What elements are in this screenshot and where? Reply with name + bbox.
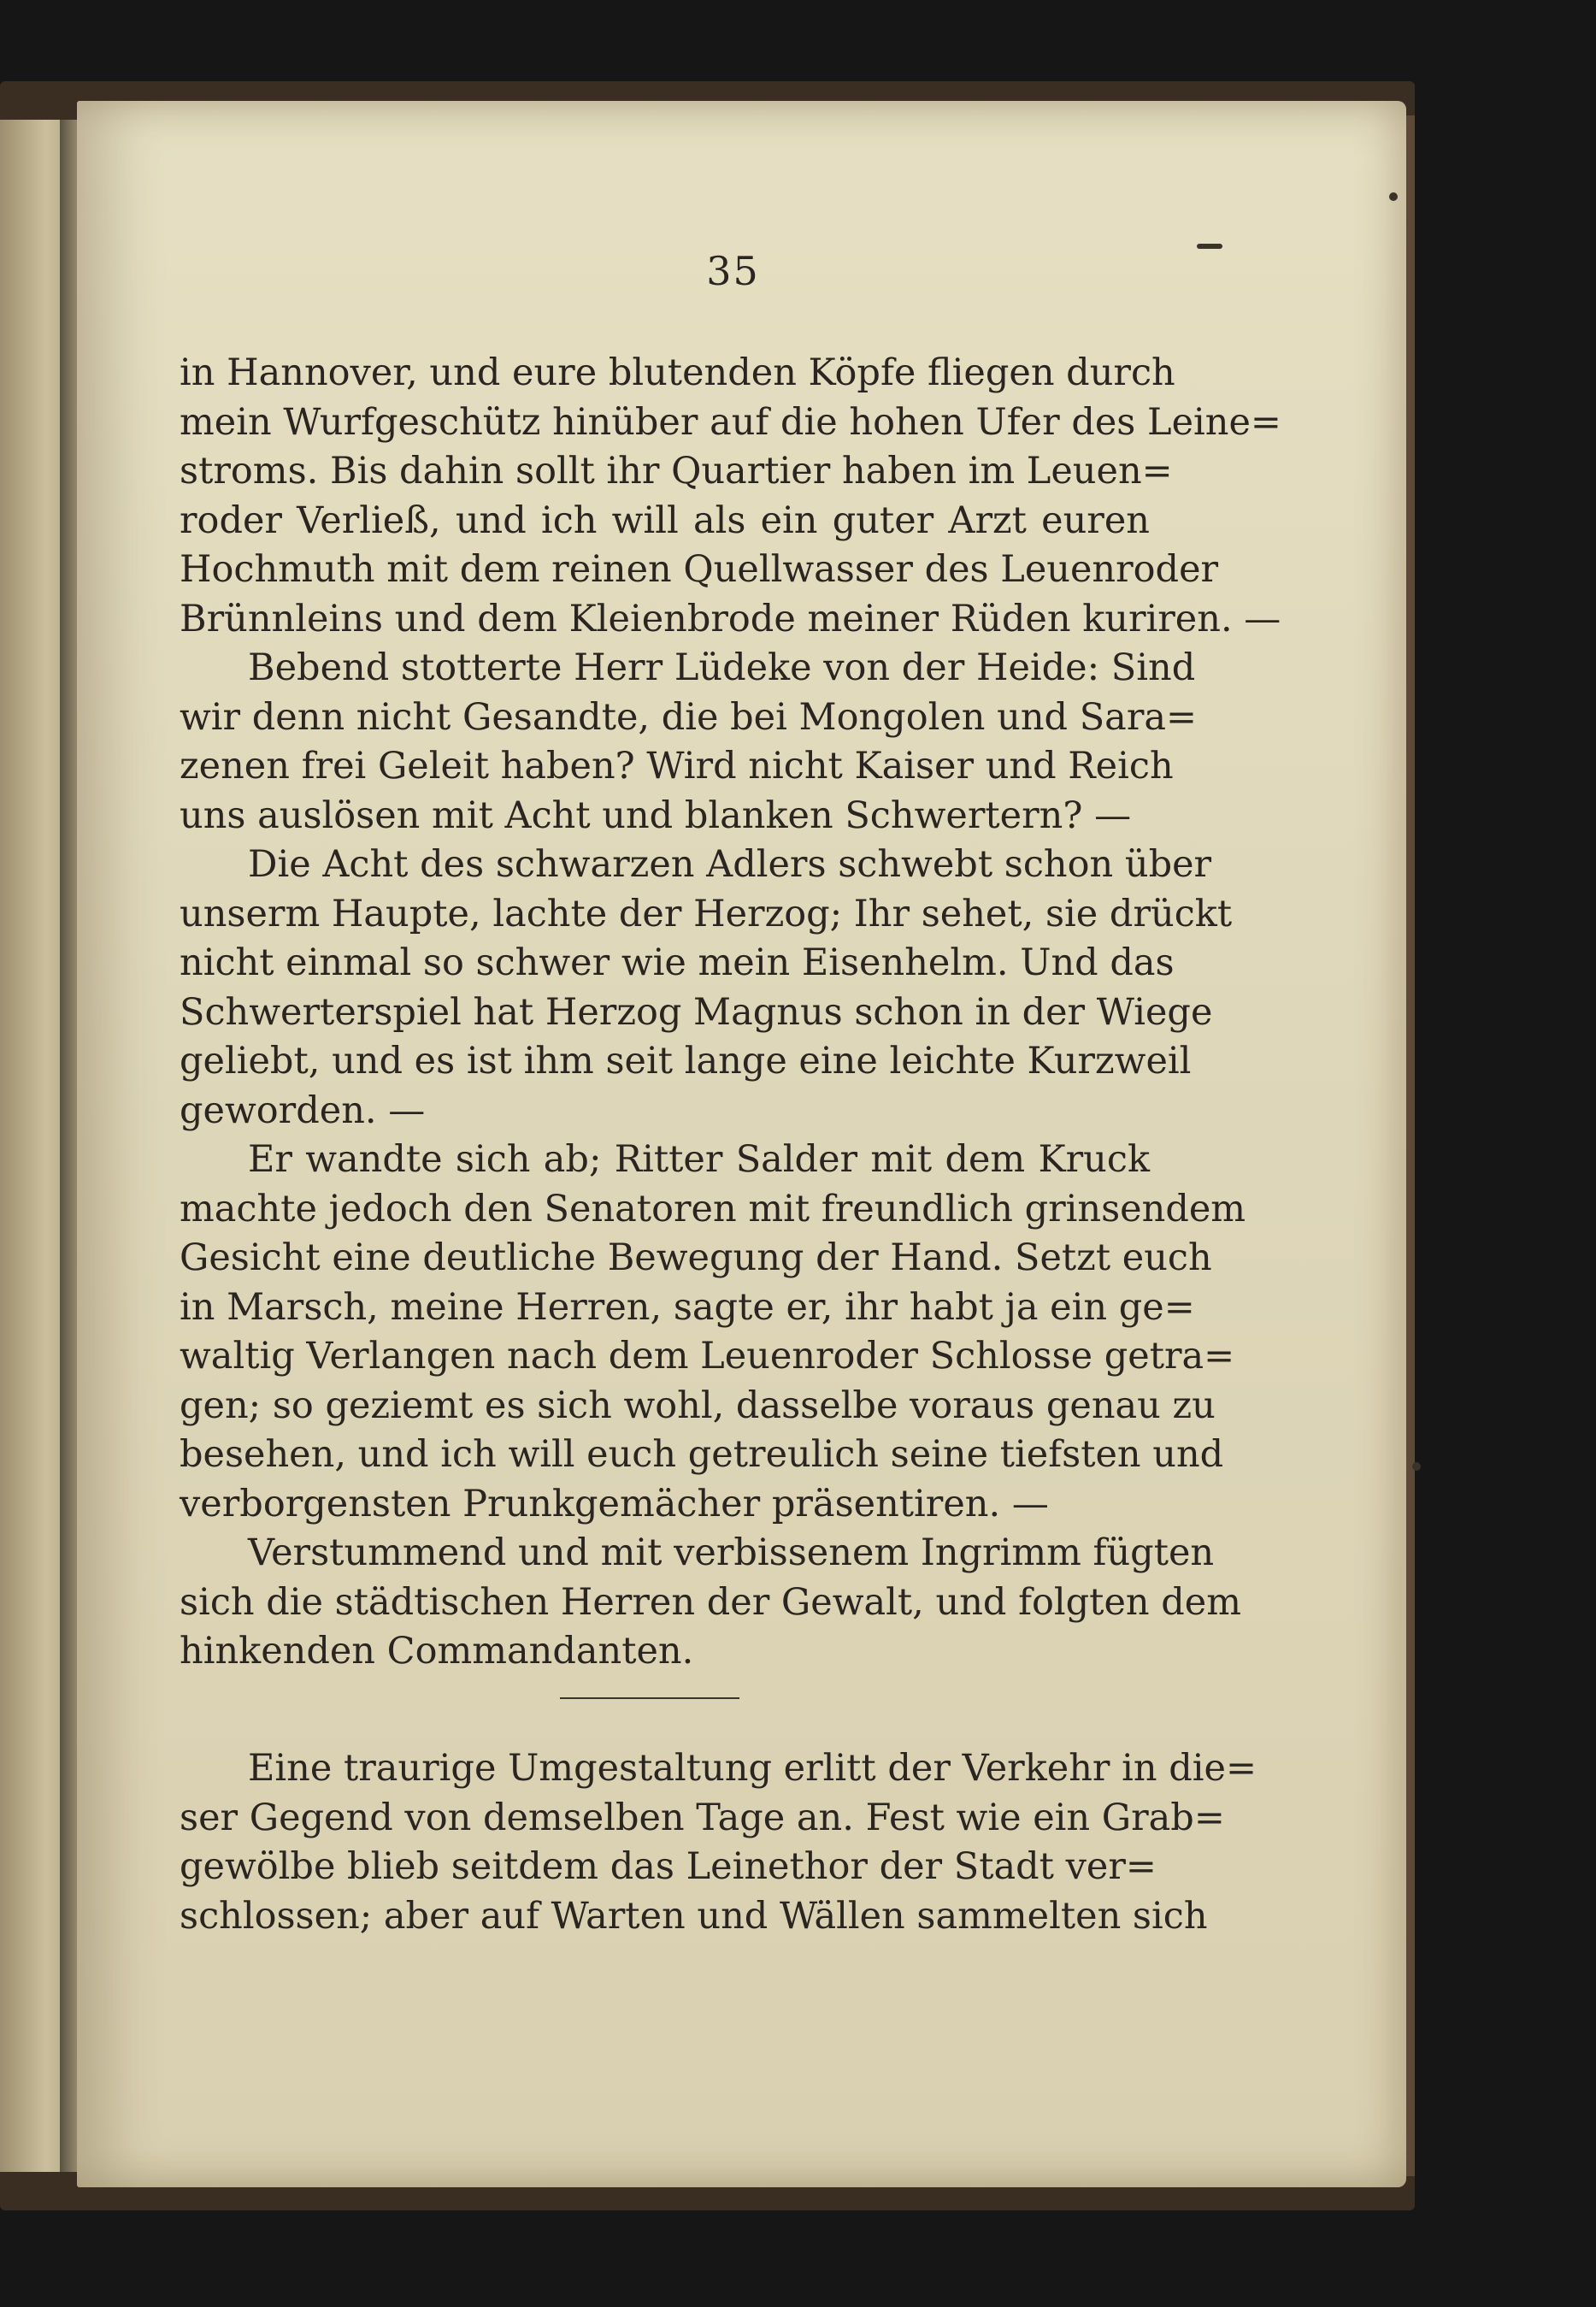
text-line: schlossen; aber auf Warten und Wällen sammelten sich	[180, 1894, 1208, 1938]
text-line: roder Verließ, und ich will als ein guter Arzt euren	[180, 499, 1150, 542]
text-line: sich die städtischen Herren der Gewalt, und folgten dem	[180, 1580, 1242, 1624]
text-line: hinkenden Commandanten.	[180, 1630, 694, 1673]
text-line: Er wandte sich ab; Ritter Salder mit dem Kruck	[248, 1138, 1150, 1181]
text-line: machte jedoch den Senatoren mit freundlich grinsendem	[180, 1187, 1246, 1230]
text-line: unserm Haupte, lachte der Herzog; Ihr sehet, sie drückt	[180, 892, 1233, 935]
text-line: ser Gegend von demselben Tage an. Fest wie ein Grab=	[180, 1796, 1225, 1839]
text-line: Eine traurige Umgestaltung erlitt der Verkehr in die=	[248, 1747, 1257, 1790]
text-line: in Marsch, meine Herren, sagte er, ihr habt ja ein ge=	[180, 1285, 1195, 1329]
text-line: verborgensten Prunkgemächer präsentiren. —	[180, 1482, 1049, 1525]
text-line: geworden. —	[180, 1089, 426, 1132]
text-line: Hochmuth mit dem reinen Quellwasser des Leuenroder	[180, 548, 1219, 591]
ink-speck	[1412, 1462, 1421, 1471]
text-line: uns auslösen mit Acht und blanken Schwertern? —	[180, 794, 1132, 837]
text-line: zenen frei Geleit haben? Wird nicht Kaiser und Reich	[180, 745, 1174, 788]
section-two-text	[180, 1744, 1257, 1941]
text-line: Verstummend und mit verbissenem Ingrimm fügten	[248, 1531, 1215, 1574]
text-line: mein Wurfgeschütz hinüber auf die hohen Ufer des Leine=	[180, 400, 1281, 444]
text-line: Bebend stotterte Herr Lüdeke von der Heide: Sind	[248, 646, 1196, 689]
page-number: 35	[706, 248, 760, 294]
text-line: gen; so geziemt es sich wohl, dasselbe voraus genau zu	[180, 1384, 1216, 1427]
text-line: nicht einmal so schwer wie mein Eisenhelm. Und das	[180, 941, 1175, 984]
text-line: waltig Verlangen nach dem Leuenroder Schlosse getra=	[180, 1335, 1235, 1378]
text-line: wir denn nicht Gesandte, die bei Mongolen und Sara=	[180, 695, 1198, 739]
text-line: Brünnleins und dem Kleienbrode meiner Rüden kuriren. —	[180, 597, 1281, 640]
text-line: stroms. Bis dahin sollt ihr Quartier haben im Leuen=	[180, 450, 1173, 493]
ink-speck	[1389, 192, 1398, 201]
text-line: Gesicht eine deutliche Bewegung der Hand. Setzt euch	[180, 1236, 1212, 1279]
text-line: gewölbe blieb seitdem das Leinethor der Stadt ver=	[180, 1845, 1157, 1888]
text-line: geliebt, und es ist ihm seit lange eine leichte Kurzweil	[180, 1040, 1192, 1083]
text-line: besehen, und ich will euch getreulich seine tiefsten und	[180, 1433, 1224, 1476]
ink-speck	[1197, 244, 1222, 249]
main-text	[180, 349, 1281, 1677]
text-line: Die Acht des schwarzen Adlers schwebt schon über	[248, 843, 1212, 886]
section-divider	[560, 1697, 739, 1699]
text-line: Schwerterspiel hat Herzog Magnus schon in der Wiege	[180, 990, 1213, 1034]
page-fore-edge	[1406, 115, 1415, 2176]
text-line: in Hannover, und eure blutenden Köpfe fliegen durch	[180, 351, 1175, 394]
